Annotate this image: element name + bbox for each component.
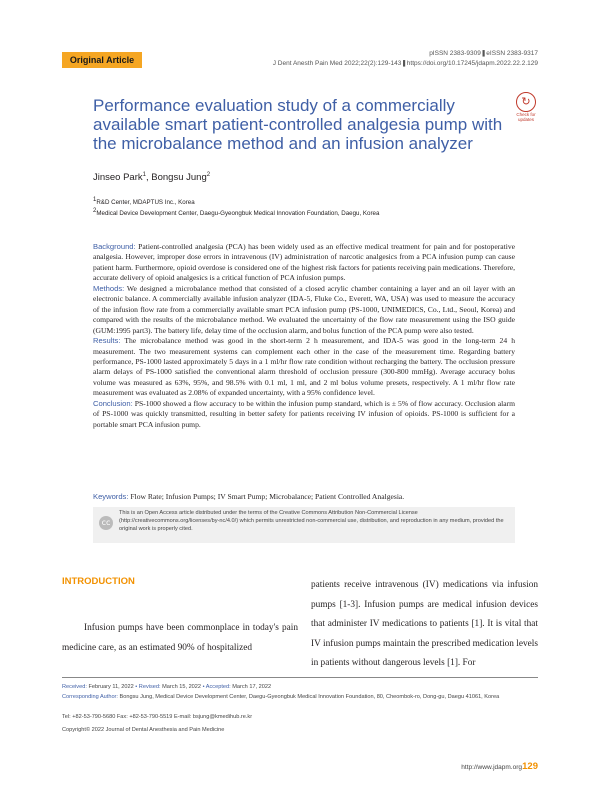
conclusion-heading: Conclusion: bbox=[93, 398, 133, 408]
affiliation bbox=[93, 208, 379, 217]
affiliation-sup: 2 bbox=[93, 208, 97, 214]
issn-line: pISSN 2383-9309❚eISSN 2383-9317 bbox=[429, 50, 538, 57]
background-text: Patient-controlled analgesia (PCA) has been widely used as an effective medical treatment for pain and for postoperative analgesia. However, improper dose errors in intravenous (IV) administration of narcotic analgesics from a PCA infusion pump can cause patient harm. Furthermore, opioid overdose is considered one of the highest risk factors for patients receiving pain medications. Therefore, accurate delivery of opioid analgesics is a critical function of PCA infusion pumps. bbox=[93, 242, 515, 283]
affiliation-sup: 1 bbox=[93, 197, 97, 203]
corresponding-author bbox=[62, 693, 542, 702]
intro-left-column: Infusion pumps have been commonplace in today's pain medicine care, as an estimated 90% of hospitalized bbox=[62, 623, 298, 653]
corresponding-label: Corresponding Author: bbox=[62, 694, 118, 700]
abstract-results bbox=[93, 336, 515, 399]
paper-title: Performance evaluation study of a commercially available smart patient-controlled analgesia pump with the microbalance method and an infusion analyzer bbox=[93, 96, 503, 153]
author-separator: , bbox=[145, 172, 152, 184]
footer-divider bbox=[62, 677, 538, 678]
abstract-background bbox=[93, 242, 515, 284]
author-sup: 1 bbox=[142, 172, 146, 178]
keywords-text: Flow Rate; Infusion Pumps; IV Smart Pump; Microbalance; Patient Controlled Analgesia. bbox=[130, 492, 405, 501]
corresponding-text: Bongsu Jung, Medical Device Development Center, Daegu-Gyeongbuk Medical Innovation Foundation, 80, Cheombok-ro, Dong-gu, Daegu 41061, Korea bbox=[119, 694, 500, 700]
accepted-label: • Accepted: bbox=[202, 684, 231, 690]
author-sup: 2 bbox=[206, 172, 211, 178]
author-name: Bongsu Jung bbox=[151, 172, 207, 184]
journal-url[interactable]: http://www.jdapm.org bbox=[461, 764, 522, 771]
copyright: Copyright© 2022 Journal of Dental Anesthesia and Pain Medicine bbox=[62, 727, 225, 733]
results-text: The microbalance method was good in the short-term 2 h measurement, and IDA-5 was good in the long-term 24 h measurement. The two measurement systems can complement each other in the case of the measurement time. Regarding battery performance, PS-1000 lasted approximately 5 days in a 1 ml/hr flow rate condition without recharging the battery. The occlusion pressure alarm delays of PS-1000 satisfied the conventional alarm threshold of occlusion pressure (300-800 mmHg). Average accuracy bolus volume was measured as 63%, 95%, and 98.5% with 0.1 ml, 1 ml, and 2 ml bolus volume presets, respectively. A 1 ml/hr flow rate measurement was evaluated as 2.08% of expanded uncertainty, with a 95% confidence level. bbox=[93, 336, 515, 398]
check-for-updates[interactable] bbox=[512, 92, 540, 122]
revised-date: March 15, 2022 bbox=[162, 684, 202, 690]
methods-text: We designed a microbalance method that consisted of a closed acrylic chamber containing a layer and an oil layer with an electronic balance. A commercially available infusion analyzer (IDA-5, Fluke Co., Everett, WA, USA) was used to measure the accuracy of the infusion flow rate from a commercially available smart PCA infusion pump (PS-1000, UNIMEDICS, Co., Ltd., Seoul, Korea) and compared with the results of the microbalance method. We evaluated the uncertainty of the flow rate measurement using the ISO guide (GUM:1995 part3). The battery life, delay time of the occlusion alarm, and bolus function of the PCA pump were also tested. bbox=[93, 283, 516, 335]
abstract-conclusion bbox=[93, 399, 515, 430]
keywords-heading: Keywords: bbox=[93, 492, 129, 501]
author-name: Jinseo Park bbox=[93, 172, 143, 184]
results-heading: Results: bbox=[93, 336, 121, 346]
keywords bbox=[93, 492, 515, 502]
creative-commons-icon: cc bbox=[99, 516, 113, 530]
article-dates bbox=[62, 684, 542, 690]
license-text: This is an Open Access article distributed under the terms of the Creative Commons Attribution Non-Commercial License (http://creativecommons.org/licenses/by-nc/4.0/) which permits unrestricted non-commercial use, distribution, and reproduction in any medium, provided the original work is properly cited. bbox=[119, 510, 504, 532]
background-heading: Background: bbox=[93, 242, 136, 251]
citation-line[interactable]: J Dent Anesth Pain Med 2022;22(2):129-143❚https://doi.org/10.17245/jdapm.2022.22.2.129 bbox=[272, 60, 538, 67]
check-updates-label: Check for updates bbox=[516, 112, 536, 122]
intro-right-column: patients receive intravenous (IV) medications via infusion pumps [1-3]. Infusion pumps are medical infusion devices that administer IV medications to patients [1]. It is vital that IV infusion pumps maintain the prescribed medication levels in patients without dangerous levels [1]. For bbox=[311, 580, 538, 668]
section-heading-introduction: INTRODUCTION bbox=[62, 576, 135, 587]
license-box bbox=[93, 507, 515, 543]
page-number: 129 bbox=[522, 761, 538, 772]
affiliation bbox=[93, 197, 195, 206]
affiliation-text: Medical Device Development Center, Daegu-Gyeongbuk Medical Innovation Foundation, Daegu, Korea bbox=[96, 210, 380, 218]
accepted-date: March 17, 2022 bbox=[232, 684, 272, 690]
affiliation-text: R&D Center, MDAPTUS Inc., Korea bbox=[96, 199, 195, 207]
author-list bbox=[93, 172, 210, 183]
abstract bbox=[93, 242, 515, 430]
revised-label: • Revised: bbox=[135, 684, 161, 690]
refresh-icon: ↻ bbox=[516, 92, 536, 112]
abstract-methods bbox=[93, 284, 515, 336]
methods-heading: Methods: bbox=[93, 283, 125, 293]
conclusion-text: PS-1000 showed a flow accuracy to be within the infusion pump standard, which is ± 5% of flow accuracy. Occlusion alarm of PS-1000 was quickly transmitted, resulting in better safety for patients receiving IV infusion of opioids. PS-1000 is sufficient for a portable smart PCA infusion pump. bbox=[93, 398, 515, 429]
received-label: Received: bbox=[62, 684, 87, 690]
article-type-badge: Original Article bbox=[62, 52, 142, 68]
contact-info: Tel: +82-53-790-5680 Fax: +82-53-790-5519 E-mail: bsjung@kmedihub.re.kr bbox=[62, 714, 253, 720]
received-date: February 11, 2022 bbox=[88, 684, 134, 690]
